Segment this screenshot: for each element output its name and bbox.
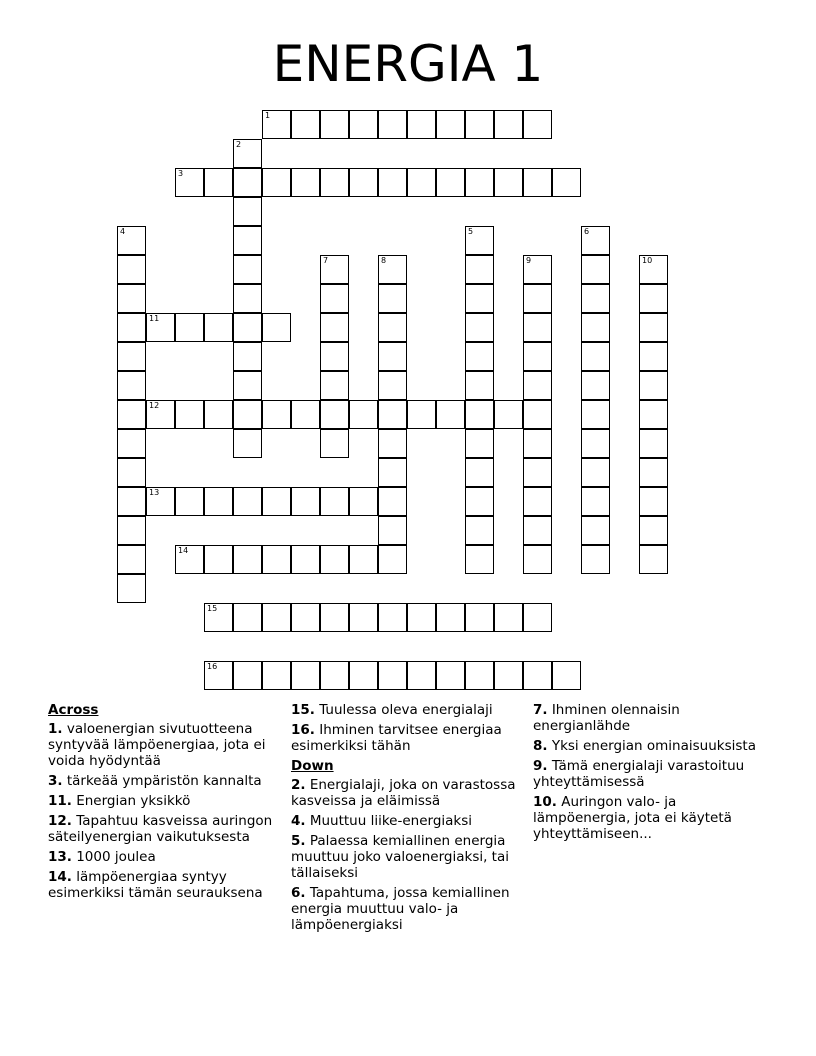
grid-cell[interactable] <box>175 313 204 342</box>
grid-cell[interactable] <box>378 458 407 487</box>
grid-cell[interactable] <box>639 429 668 458</box>
grid-cell[interactable] <box>146 487 175 516</box>
grid-cell[interactable] <box>523 255 552 284</box>
grid-cell[interactable] <box>320 284 349 313</box>
clues-column-3 <box>533 702 773 846</box>
grid-cell[interactable] <box>552 168 581 197</box>
grid-cell[interactable] <box>233 487 262 516</box>
grid-cell[interactable] <box>117 284 146 313</box>
grid-cell[interactable] <box>349 487 378 516</box>
grid-cell[interactable] <box>523 400 552 429</box>
grid-cell[interactable] <box>465 313 494 342</box>
grid-cell[interactable] <box>291 110 320 139</box>
grid-cell[interactable] <box>378 110 407 139</box>
grid-cell[interactable] <box>465 458 494 487</box>
grid-cell[interactable] <box>639 255 668 284</box>
grid-cell[interactable] <box>117 371 146 400</box>
grid-cell[interactable] <box>146 313 175 342</box>
grid-cell[interactable] <box>436 603 465 632</box>
grid-cell[interactable] <box>262 603 291 632</box>
grid-cell[interactable] <box>523 371 552 400</box>
clue-down-7: 7. Ihminen olennaisin energianlähde <box>533 702 680 734</box>
grid-cell[interactable] <box>494 168 523 197</box>
grid-cell[interactable] <box>233 139 262 168</box>
grid-cell[interactable] <box>523 110 552 139</box>
grid-cell[interactable] <box>378 487 407 516</box>
grid-cell[interactable] <box>233 400 262 429</box>
cell-number: 1 <box>265 111 271 120</box>
grid-cell[interactable] <box>117 458 146 487</box>
grid-cell[interactable] <box>523 516 552 545</box>
grid-cell[interactable] <box>291 603 320 632</box>
grid-cell[interactable] <box>465 516 494 545</box>
grid-cell[interactable] <box>639 487 668 516</box>
grid-cell[interactable] <box>291 545 320 574</box>
clue-across-14: 14. lämpöenergiaa syntyy esimerkiksi tämän seurauksena <box>48 869 263 901</box>
clue-down-8: 8. Yksi energian ominaisuuksista <box>533 738 756 754</box>
grid-cell[interactable] <box>639 313 668 342</box>
grid-cell[interactable] <box>204 313 233 342</box>
grid-cell[interactable] <box>494 661 523 690</box>
grid-cell[interactable] <box>204 603 233 632</box>
grid-cell[interactable] <box>407 168 436 197</box>
grid-cell[interactable] <box>378 313 407 342</box>
clue-down-9: 9. Tämä energialaji varastoituu yhteyttämisessä <box>533 758 745 790</box>
grid-cell[interactable] <box>262 487 291 516</box>
grid-cell[interactable] <box>378 168 407 197</box>
grid-cell[interactable] <box>639 400 668 429</box>
grid-cell[interactable] <box>233 313 262 342</box>
grid-cell[interactable] <box>262 313 291 342</box>
grid-cell[interactable] <box>233 429 262 458</box>
grid-cell[interactable] <box>465 342 494 371</box>
clue-across-1: 1. valoenergian sivutuotteena syntyvää lämpöenergiaa, jota ei voida hyödyntää <box>48 721 266 769</box>
down-heading: Down <box>291 758 334 774</box>
grid-cell[interactable] <box>320 603 349 632</box>
cell-number: 7 <box>323 256 329 265</box>
grid-cell[interactable] <box>378 429 407 458</box>
grid-cell[interactable] <box>233 371 262 400</box>
grid-cell[interactable] <box>117 255 146 284</box>
grid-cell[interactable] <box>465 110 494 139</box>
grid-cell[interactable] <box>233 197 262 226</box>
grid-cell[interactable] <box>262 168 291 197</box>
grid-cell[interactable] <box>465 371 494 400</box>
grid-cell[interactable] <box>552 661 581 690</box>
grid-cell[interactable] <box>639 342 668 371</box>
clue-across-11: 11. Energian yksikkö <box>48 793 191 809</box>
grid-cell[interactable] <box>523 603 552 632</box>
grid-cell[interactable] <box>378 603 407 632</box>
grid-cell[interactable] <box>320 545 349 574</box>
cell-number: 12 <box>149 401 160 410</box>
grid-cell[interactable] <box>262 545 291 574</box>
cell-number: 10 <box>642 256 653 265</box>
grid-cell[interactable] <box>378 255 407 284</box>
grid-cell[interactable] <box>407 661 436 690</box>
grid-cell[interactable] <box>233 168 262 197</box>
grid-cell[interactable] <box>581 516 610 545</box>
grid-cell[interactable] <box>581 313 610 342</box>
grid-cell[interactable] <box>233 284 262 313</box>
grid-cell[interactable] <box>523 168 552 197</box>
grid-cell[interactable] <box>639 458 668 487</box>
grid-cell[interactable] <box>494 400 523 429</box>
grid-cell[interactable] <box>494 110 523 139</box>
grid-cell[interactable] <box>436 400 465 429</box>
grid-cell[interactable] <box>291 661 320 690</box>
grid-cell[interactable] <box>233 603 262 632</box>
grid-cell[interactable] <box>581 342 610 371</box>
grid-cell[interactable] <box>291 168 320 197</box>
cell-number: 8 <box>381 256 387 265</box>
grid-cell[interactable] <box>523 313 552 342</box>
grid-cell[interactable] <box>117 313 146 342</box>
grid-cell[interactable] <box>581 545 610 574</box>
grid-cell[interactable] <box>523 429 552 458</box>
clue-across-15: 15. Tuulessa oleva energialaji <box>291 702 493 718</box>
grid-cell[interactable] <box>378 342 407 371</box>
grid-cell[interactable] <box>320 400 349 429</box>
grid-cell[interactable] <box>146 400 175 429</box>
grid-cell[interactable] <box>581 429 610 458</box>
grid-cell[interactable] <box>349 168 378 197</box>
grid-cell[interactable] <box>581 458 610 487</box>
grid-cell[interactable] <box>320 371 349 400</box>
grid-cell[interactable] <box>117 487 146 516</box>
grid-cell[interactable] <box>639 371 668 400</box>
grid-cell[interactable] <box>407 400 436 429</box>
grid-cell[interactable] <box>175 400 204 429</box>
grid-cell[interactable] <box>320 255 349 284</box>
grid-cell[interactable] <box>465 429 494 458</box>
clue-down-4: 4. Muuttuu liike-energiaksi <box>291 813 473 829</box>
grid-cell[interactable] <box>175 545 204 574</box>
cell-number: 14 <box>178 546 189 555</box>
grid-cell[interactable] <box>436 110 465 139</box>
grid-cell[interactable] <box>465 255 494 284</box>
grid-cell[interactable] <box>117 342 146 371</box>
grid-cell[interactable] <box>320 110 349 139</box>
grid-cell[interactable] <box>117 545 146 574</box>
grid-cell[interactable] <box>465 400 494 429</box>
grid-cell[interactable] <box>378 371 407 400</box>
grid-cell[interactable] <box>291 487 320 516</box>
grid-cell[interactable] <box>117 226 146 255</box>
grid-cell[interactable] <box>523 545 552 574</box>
across-heading: Across <box>48 702 99 718</box>
grid-cell[interactable] <box>349 603 378 632</box>
grid-cell[interactable] <box>523 458 552 487</box>
grid-cell[interactable] <box>581 487 610 516</box>
grid-cell[interactable] <box>523 661 552 690</box>
grid-cell[interactable] <box>349 661 378 690</box>
grid-cell[interactable] <box>465 545 494 574</box>
grid-cell[interactable] <box>204 168 233 197</box>
cell-number: 13 <box>149 488 160 497</box>
grid-cell[interactable] <box>378 545 407 574</box>
grid-cell[interactable] <box>233 255 262 284</box>
grid-cell[interactable] <box>465 603 494 632</box>
grid-cell[interactable] <box>117 400 146 429</box>
clue-across-13: 13. 1000 joulea <box>48 849 156 865</box>
grid-cell[interactable] <box>262 110 291 139</box>
grid-cell[interactable] <box>204 400 233 429</box>
grid-cell[interactable] <box>407 110 436 139</box>
grid-cell[interactable] <box>581 284 610 313</box>
grid-cell[interactable] <box>233 342 262 371</box>
grid-cell[interactable] <box>581 400 610 429</box>
clues-column-2 <box>291 702 527 937</box>
grid-cell[interactable] <box>407 603 436 632</box>
clue-across-12: 12. Tapahtuu kasveissa auringon säteilyenergian vaikutuksesta <box>48 813 273 845</box>
grid-cell[interactable] <box>175 487 204 516</box>
grid-cell[interactable] <box>117 574 146 603</box>
grid-cell[interactable] <box>262 661 291 690</box>
cell-number: 15 <box>207 604 218 613</box>
grid-cell[interactable] <box>349 545 378 574</box>
grid-cell[interactable] <box>378 284 407 313</box>
grid-cell[interactable] <box>523 284 552 313</box>
grid-cell[interactable] <box>204 661 233 690</box>
cell-number: 9 <box>526 256 532 265</box>
grid-cell[interactable] <box>320 661 349 690</box>
grid-cell[interactable] <box>320 487 349 516</box>
grid-cell[interactable] <box>349 400 378 429</box>
grid-cell[interactable] <box>639 545 668 574</box>
grid-cell[interactable] <box>436 661 465 690</box>
grid-cell[interactable] <box>465 226 494 255</box>
cell-number: 5 <box>468 227 474 236</box>
grid-cell[interactable] <box>320 342 349 371</box>
grid-cell[interactable] <box>581 255 610 284</box>
grid-cell[interactable] <box>262 400 291 429</box>
grid-cell[interactable] <box>465 284 494 313</box>
grid-cell[interactable] <box>233 545 262 574</box>
grid-cell[interactable] <box>117 516 146 545</box>
clue-down-10: 10. Auringon valo- ja lämpöenergia, jota ei käytetä yhteyttämiseen... <box>533 794 732 842</box>
cell-number: 11 <box>149 314 160 323</box>
cell-number: 2 <box>236 140 242 149</box>
grid-cell[interactable] <box>175 168 204 197</box>
grid-cell[interactable] <box>581 371 610 400</box>
grid-cell[interactable] <box>233 661 262 690</box>
grid-cell[interactable] <box>291 400 320 429</box>
grid-cell[interactable] <box>523 487 552 516</box>
grid-cell[interactable] <box>378 516 407 545</box>
grid-cell[interactable] <box>465 661 494 690</box>
grid-cell[interactable] <box>523 342 552 371</box>
grid-cell[interactable] <box>320 429 349 458</box>
clue-across-16: 16. Ihminen tarvitsee energiaa esimerkiksi tähän <box>291 722 502 754</box>
grid-cell[interactable] <box>378 661 407 690</box>
clue-across-3: 3. tärkeää ympäristön kannalta <box>48 773 262 789</box>
grid-cell[interactable] <box>639 284 668 313</box>
page-title: ENERGIA 1 <box>272 35 544 93</box>
clue-down-5: 5. Palaessa kemiallinen energia muuttuu joko valoenergiaksi, tai tällaiseksi <box>291 833 509 881</box>
cell-number: 6 <box>584 227 590 236</box>
grid-cell[interactable] <box>349 110 378 139</box>
cell-number: 16 <box>207 662 218 671</box>
grid-cell[interactable] <box>465 487 494 516</box>
grid-cell[interactable] <box>320 168 349 197</box>
grid-cell[interactable] <box>204 487 233 516</box>
clue-down-2: 2. Energialaji, joka on varastossa kasveissa ja eläimissä <box>291 777 516 809</box>
cell-number: 3 <box>178 169 184 178</box>
grid-cell[interactable] <box>378 400 407 429</box>
grid-cell[interactable] <box>581 226 610 255</box>
grid-cell[interactable] <box>204 545 233 574</box>
grid-cell[interactable] <box>639 516 668 545</box>
clues-column-1 <box>48 702 284 905</box>
grid-cell[interactable] <box>465 168 494 197</box>
grid-cell[interactable] <box>117 429 146 458</box>
cell-number: 4 <box>120 227 126 236</box>
grid-cell[interactable] <box>320 313 349 342</box>
grid-cell[interactable] <box>436 168 465 197</box>
grid-cell[interactable] <box>233 226 262 255</box>
clue-down-6: 6. Tapahtuma, jossa kemiallinen energia muuttuu valo- ja lämpöenergiaksi <box>291 885 510 933</box>
grid-cell[interactable] <box>494 603 523 632</box>
